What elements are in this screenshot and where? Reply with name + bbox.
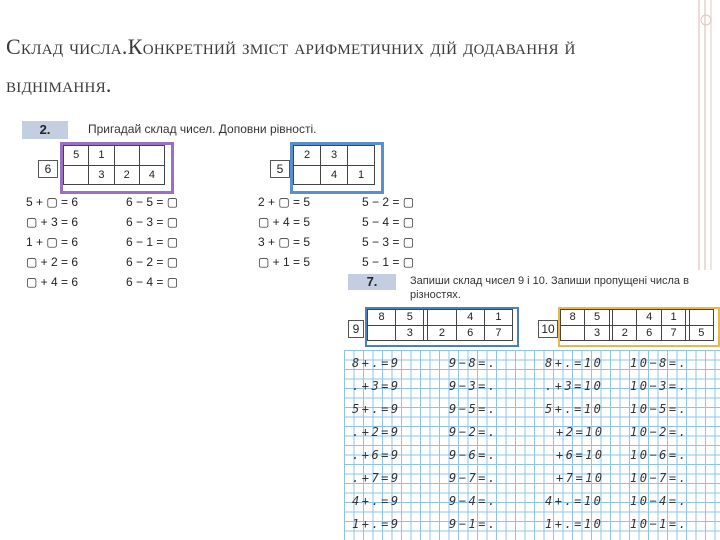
- grid-row: 10−3=.: [630, 379, 689, 393]
- equation-row: ▢ + 2 = 6: [26, 255, 79, 269]
- house6-top-1: 5: [64, 146, 89, 166]
- grid-row: 10−7=.: [630, 471, 689, 485]
- grid-row: .+3=9: [352, 379, 401, 393]
- grid-row: 10−6=.: [630, 448, 689, 462]
- grid-row: 9−2=.: [449, 425, 498, 439]
- task7-instruction-line1: Запиши склад чисел 9 і 10. Запиши пропущені числа в: [410, 275, 689, 287]
- house6-top-3: [114, 146, 139, 166]
- grid-row: 9−3=.: [449, 379, 498, 393]
- grid-row: .+6=9: [352, 448, 401, 462]
- grid-row: 8+.=9: [352, 356, 401, 370]
- equation-row: 6 − 2 = ▢: [126, 255, 179, 269]
- grid-row: .+3=10: [545, 379, 604, 393]
- task2-number: 2.: [22, 121, 68, 139]
- house9-top-4: [428, 310, 456, 326]
- house6-bottom-3: 2: [114, 165, 139, 185]
- grid-row: 9−6=.: [449, 448, 498, 462]
- house9-total: 9: [348, 320, 364, 338]
- grid-row: 8+.=10: [545, 356, 604, 370]
- grid-row: 4+.=10: [545, 494, 604, 508]
- grid-row: 9−7=.: [449, 471, 498, 485]
- house10-bottom-6: 7: [661, 325, 685, 341]
- house6-top-2: 1: [89, 146, 114, 166]
- house9-table: [367, 309, 513, 341]
- house9-bottom-5: 6: [456, 325, 484, 341]
- grid-row: +6=10: [556, 448, 605, 462]
- grid-row: 5+.=10: [545, 402, 604, 416]
- house9-top-5: 4: [456, 310, 484, 326]
- grid-row: +2=10: [556, 425, 605, 439]
- house5-top-3: [348, 146, 375, 166]
- house10-bottom-2: 3: [585, 325, 609, 341]
- house10-bottom-8: 5: [689, 325, 713, 341]
- grid-row: .+7=9: [352, 471, 401, 485]
- equation-row: 5 − 4 = ▢: [362, 215, 415, 229]
- equation-row: 2 + ▢ = 5: [258, 195, 311, 209]
- house9-bottom-6: 7: [484, 325, 512, 341]
- house10-bottom-4: 2: [613, 325, 637, 341]
- house9-top-1: 8: [368, 310, 396, 326]
- house6-top-4: [139, 146, 164, 166]
- house5-bottom-1: [294, 165, 321, 185]
- grid-row: 1+.=9: [352, 517, 401, 531]
- grid-row: 10−1=.: [630, 517, 689, 531]
- grid-row: 4+.=9: [352, 494, 401, 508]
- task7-number: 7.: [348, 274, 396, 290]
- equation-row: ▢ + 4 = 5: [258, 215, 311, 229]
- house9-top-2: 5: [396, 310, 424, 326]
- house5-top-1: 2: [294, 146, 321, 166]
- grid-row: +7=10: [556, 471, 605, 485]
- equation-row: ▢ + 4 = 6: [26, 275, 79, 289]
- grid-row: 10−2=.: [630, 425, 689, 439]
- house10-bottom-1: [561, 325, 585, 341]
- grid-row: 10−8=.: [630, 356, 689, 370]
- house5-bottom-2: 4: [321, 165, 348, 185]
- equation-row: 6 − 5 = ▢: [126, 195, 179, 209]
- equation-row: ▢ + 3 = 6: [26, 215, 79, 229]
- house6-bottom-2: 3: [89, 165, 114, 185]
- house5-top-2: 3: [321, 146, 348, 166]
- equation-row: 6 − 3 = ▢: [126, 215, 179, 229]
- grid-row: 10−4=.: [630, 494, 689, 508]
- house10-table: [560, 309, 714, 341]
- grid-row: 9−5=.: [449, 402, 498, 416]
- equation-row: 3 + ▢ = 5: [258, 235, 311, 249]
- grid-row: 1+.=10: [545, 517, 604, 531]
- grid-row: 9−4=.: [449, 494, 498, 508]
- house9-top-6: 1: [484, 310, 512, 326]
- house10-top-2: 5: [585, 310, 609, 326]
- grid-row: 10−5=.: [630, 402, 689, 416]
- house10-top-6: 1: [661, 310, 685, 326]
- house9-bottom-4: 2: [428, 325, 456, 341]
- house10-total: 10: [538, 320, 558, 338]
- equation-row: 5 − 3 = ▢: [362, 235, 415, 249]
- grid-row: 9−1=.: [449, 517, 498, 531]
- equation-row: 5 − 1 = ▢: [362, 255, 415, 269]
- equation-row: ▢ + 1 = 5: [258, 255, 311, 269]
- task2-instruction: Пригадай склад чисел. Доповни рівності.: [88, 122, 317, 136]
- house10-top-5: 4: [637, 310, 661, 326]
- house9-bottom-1: [368, 325, 396, 341]
- house9-bottom-2: 3: [396, 325, 424, 341]
- grid-row: .+2=9: [352, 425, 401, 439]
- equation-row: 6 − 1 = ▢: [126, 235, 179, 249]
- house6-bottom-4: 4: [139, 165, 164, 185]
- equation-row: 1 + ▢ = 6: [26, 235, 79, 249]
- equation-row: 6 − 4 = ▢: [126, 275, 179, 289]
- house10-top-4: [613, 310, 637, 326]
- house10-top-1: 8: [561, 310, 585, 326]
- equation-row: 5 − 2 = ▢: [362, 195, 415, 209]
- house10-top-8: [689, 310, 713, 326]
- task7-instruction-line2: різностях.: [410, 289, 461, 301]
- house5-bottom-3: 1: [348, 165, 375, 185]
- house5-table: [293, 145, 375, 185]
- house6-total: 6: [38, 160, 58, 178]
- equation-row: 5 + ▢ = 6: [26, 195, 79, 209]
- house6-bottom-1: [64, 165, 89, 185]
- house6-table: [63, 145, 165, 185]
- slide-title: Склад числа.Конкретний зміст арифметичних дій додавання й віднімання.: [6, 34, 576, 97]
- grid-row: 5+.=9: [352, 402, 401, 416]
- grid-row: 9−8=.: [449, 356, 498, 370]
- house5-total: 5: [270, 160, 290, 178]
- house10-bottom-5: 6: [637, 325, 661, 341]
